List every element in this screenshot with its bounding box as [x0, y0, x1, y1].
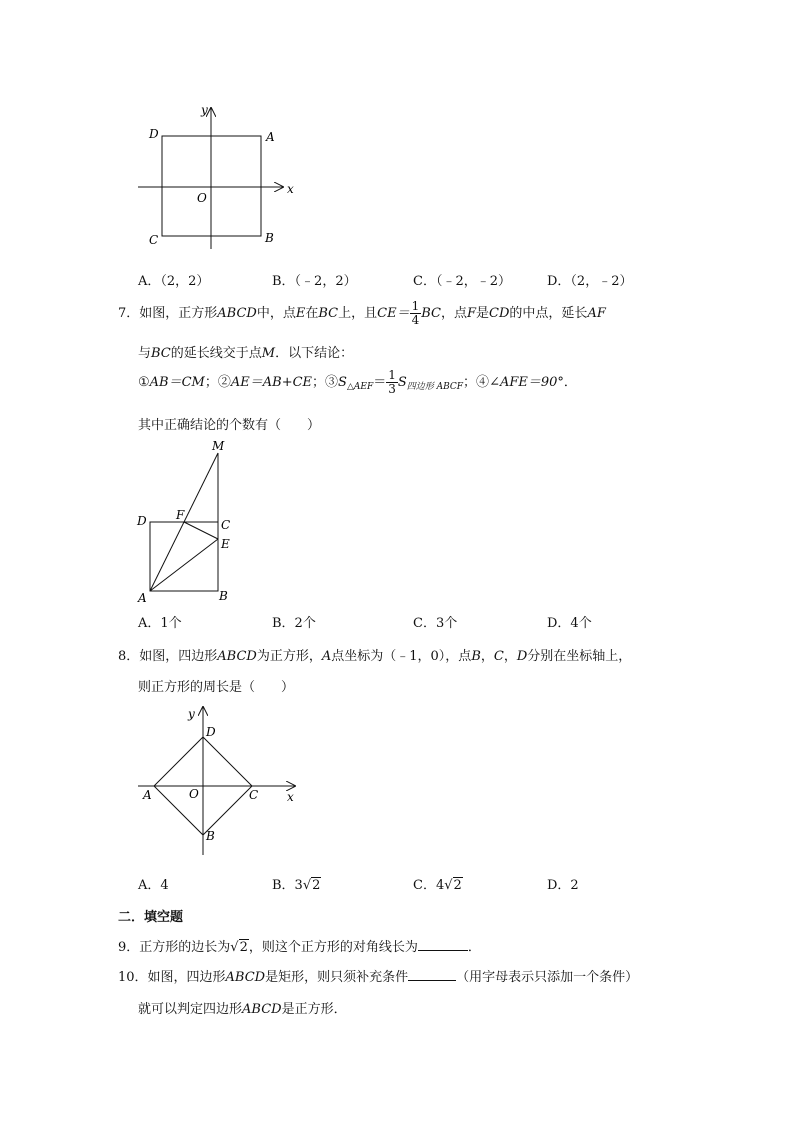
q7-text: 上，且: [338, 306, 378, 321]
q9-radicand: 2: [239, 940, 248, 955]
q8-abcd: ABCD: [217, 649, 257, 664]
q8-option-c-radicand: 2: [453, 878, 462, 893]
q7-c1-expr: AB＝CM: [149, 375, 205, 390]
q9-answer-blank[interactable]: [418, 938, 468, 951]
fig7-label-a: A: [138, 591, 147, 605]
q8-text: 点坐标为（﹣1，0），点: [331, 649, 472, 664]
q10-abcd2: ABCD: [242, 1002, 282, 1017]
q8-option-b[interactable]: [272, 874, 321, 893]
fig8-label-a: A: [143, 788, 152, 802]
fig6-label-a: A: [266, 130, 275, 144]
q10-text: 是矩形，则只须补充条件: [265, 970, 409, 985]
q7-frac2-num: 1: [388, 368, 396, 382]
q10-text: （用字母表示只添加一个条件）: [456, 970, 639, 985]
q7-c1: ①: [138, 375, 150, 390]
q9: [118, 936, 481, 955]
q7-text: 如图，正方形: [139, 306, 218, 321]
q7-option-a[interactable]: A．1个: [138, 616, 182, 631]
q7-s2: S: [397, 375, 407, 390]
q8-option-a[interactable]: A．4: [138, 878, 169, 893]
figure-q8: [138, 707, 295, 855]
q8-option-c-text: C．4: [413, 878, 445, 893]
fig8-label-x: x: [287, 790, 294, 804]
q7-text: 中，点: [256, 306, 296, 321]
q9-end: ．: [467, 940, 481, 955]
q8-a: A: [321, 649, 332, 664]
q7-sep: ；④: [463, 375, 490, 390]
q7-af: AF: [587, 306, 606, 321]
q10-line2: [138, 998, 347, 1017]
q7-s2-sub: 四边形 ABCF: [406, 382, 464, 392]
q8-text: 为正方形，: [256, 649, 322, 664]
q10-text: 就可以判定四边形: [138, 1002, 243, 1017]
sqrt-icon: √2: [444, 878, 462, 893]
fig6-label-d: D: [149, 127, 159, 141]
q7-text: 与: [138, 346, 152, 361]
figure-q7: [136, 439, 230, 605]
q7-frac2-den: 3: [388, 382, 396, 396]
q9-text: ，则这个正方形的对角线长为: [248, 940, 418, 955]
fig7-line-fe: [184, 522, 218, 539]
q8-comma: ，: [503, 649, 517, 664]
q8-number: 8．: [118, 649, 140, 664]
q7-text: 在: [305, 306, 319, 321]
q7-s: S: [338, 375, 347, 390]
q7-e: E: [295, 306, 306, 321]
q7-text: ．以下结论：: [275, 346, 354, 361]
q7-text: 的中点，延长: [509, 306, 588, 321]
sqrt-icon: √2: [230, 940, 248, 955]
fig7-label-c: C: [221, 518, 231, 532]
fig7-label-b: B: [219, 589, 228, 603]
q7-eq: ＝: [373, 375, 387, 390]
q7-option-b[interactable]: B．2个: [272, 616, 316, 631]
q7-s-sub: △AEF: [346, 382, 374, 392]
q7-bc: BC: [318, 306, 339, 321]
fig8-label-b: B: [206, 829, 215, 843]
q7-fraction: [410, 300, 422, 327]
q7-bc2: BC: [421, 306, 441, 321]
q7-conclusions: [138, 369, 577, 401]
fig7-label-f: F: [176, 508, 185, 522]
fig6-label-x: x: [287, 182, 294, 196]
fig6-label-c: C: [149, 233, 159, 247]
fig8-label-d: D: [206, 725, 216, 739]
q7-option-c[interactable]: C．3个: [413, 616, 458, 631]
fig6-label-o: O: [197, 191, 207, 205]
q7-sep: ；②: [204, 375, 231, 390]
q6-option-b[interactable]: B．（﹣2，2）: [272, 274, 357, 289]
sqrt-icon: √2: [302, 878, 321, 893]
q8-option-b-radicand: 2: [312, 878, 321, 893]
q8-line2: 则正方形的周长是（ ）: [138, 680, 295, 695]
q7-c4: ∠AFE＝90°: [489, 375, 564, 390]
q7-fraction-2: [386, 369, 398, 396]
fig7-label-m: M: [212, 439, 225, 453]
q7-bc3: BC: [151, 346, 171, 361]
q8-option-b-text: B．3: [272, 878, 303, 893]
q6-option-c[interactable]: C．（﹣2，﹣2）: [413, 274, 511, 289]
q10-line1: [118, 966, 638, 985]
fig8-label-y: y: [188, 707, 195, 721]
section-title-fill-in: 二．填空题: [118, 910, 184, 925]
fig6-label-y: y: [201, 103, 208, 117]
q7-line1: [118, 300, 606, 327]
q7-frac-den: 4: [411, 313, 420, 327]
q8-c: C: [493, 649, 504, 664]
q7-end: ．: [563, 375, 577, 390]
q10-answer-blank[interactable]: [408, 968, 456, 981]
q7-m: M: [261, 346, 276, 361]
q7-c2-expr: AE＝AB+CE: [230, 375, 313, 390]
q7-f: F: [467, 306, 477, 321]
fig6-label-b: B: [265, 231, 274, 245]
q7-text: 是: [476, 306, 490, 321]
q7-sep: ；③: [312, 375, 339, 390]
q6-option-d[interactable]: D．（2，﹣2）: [547, 274, 633, 289]
q7-abcd: ABCD: [217, 306, 257, 321]
q7-ce-eq: CE＝: [377, 306, 410, 321]
q7-text: 的延长线交于点: [170, 346, 262, 361]
q6-option-a[interactable]: A．（2，2）: [138, 274, 210, 289]
q10-text: 10．如图，四边形: [118, 970, 226, 985]
fig7-label-e: E: [221, 537, 230, 551]
q8-option-d[interactable]: D．2: [547, 878, 579, 893]
q7-text: ，点: [440, 306, 467, 321]
q10-abcd: ABCD: [225, 970, 266, 985]
fig7-square: [150, 522, 218, 591]
q9-text: 9．正方形的边长为: [118, 940, 231, 955]
q7-frac-num: 1: [411, 299, 420, 313]
q8-comma: ，: [480, 649, 494, 664]
q8-option-c[interactable]: [413, 874, 463, 893]
q8-d: D: [516, 649, 528, 664]
q7-option-d[interactable]: D．4个: [547, 616, 592, 631]
fig8-label-o: O: [189, 787, 199, 801]
q10-text: 是正方形．: [281, 1002, 347, 1017]
fig7-line-ae: [150, 539, 218, 591]
q7-line2: [138, 342, 353, 361]
q8-line1: [118, 645, 631, 664]
q7-cd: CD: [489, 306, 510, 321]
q8-b: B: [471, 649, 481, 664]
q7-number: 7．: [118, 306, 140, 321]
q8-text: 分别在坐标轴上，: [527, 649, 632, 664]
fig8-label-c: C: [249, 788, 259, 802]
q7-question: 其中正确结论的个数有（ ）: [138, 418, 321, 433]
fig7-label-d: D: [137, 514, 147, 528]
q8-text: 如图，四边形: [139, 649, 218, 664]
